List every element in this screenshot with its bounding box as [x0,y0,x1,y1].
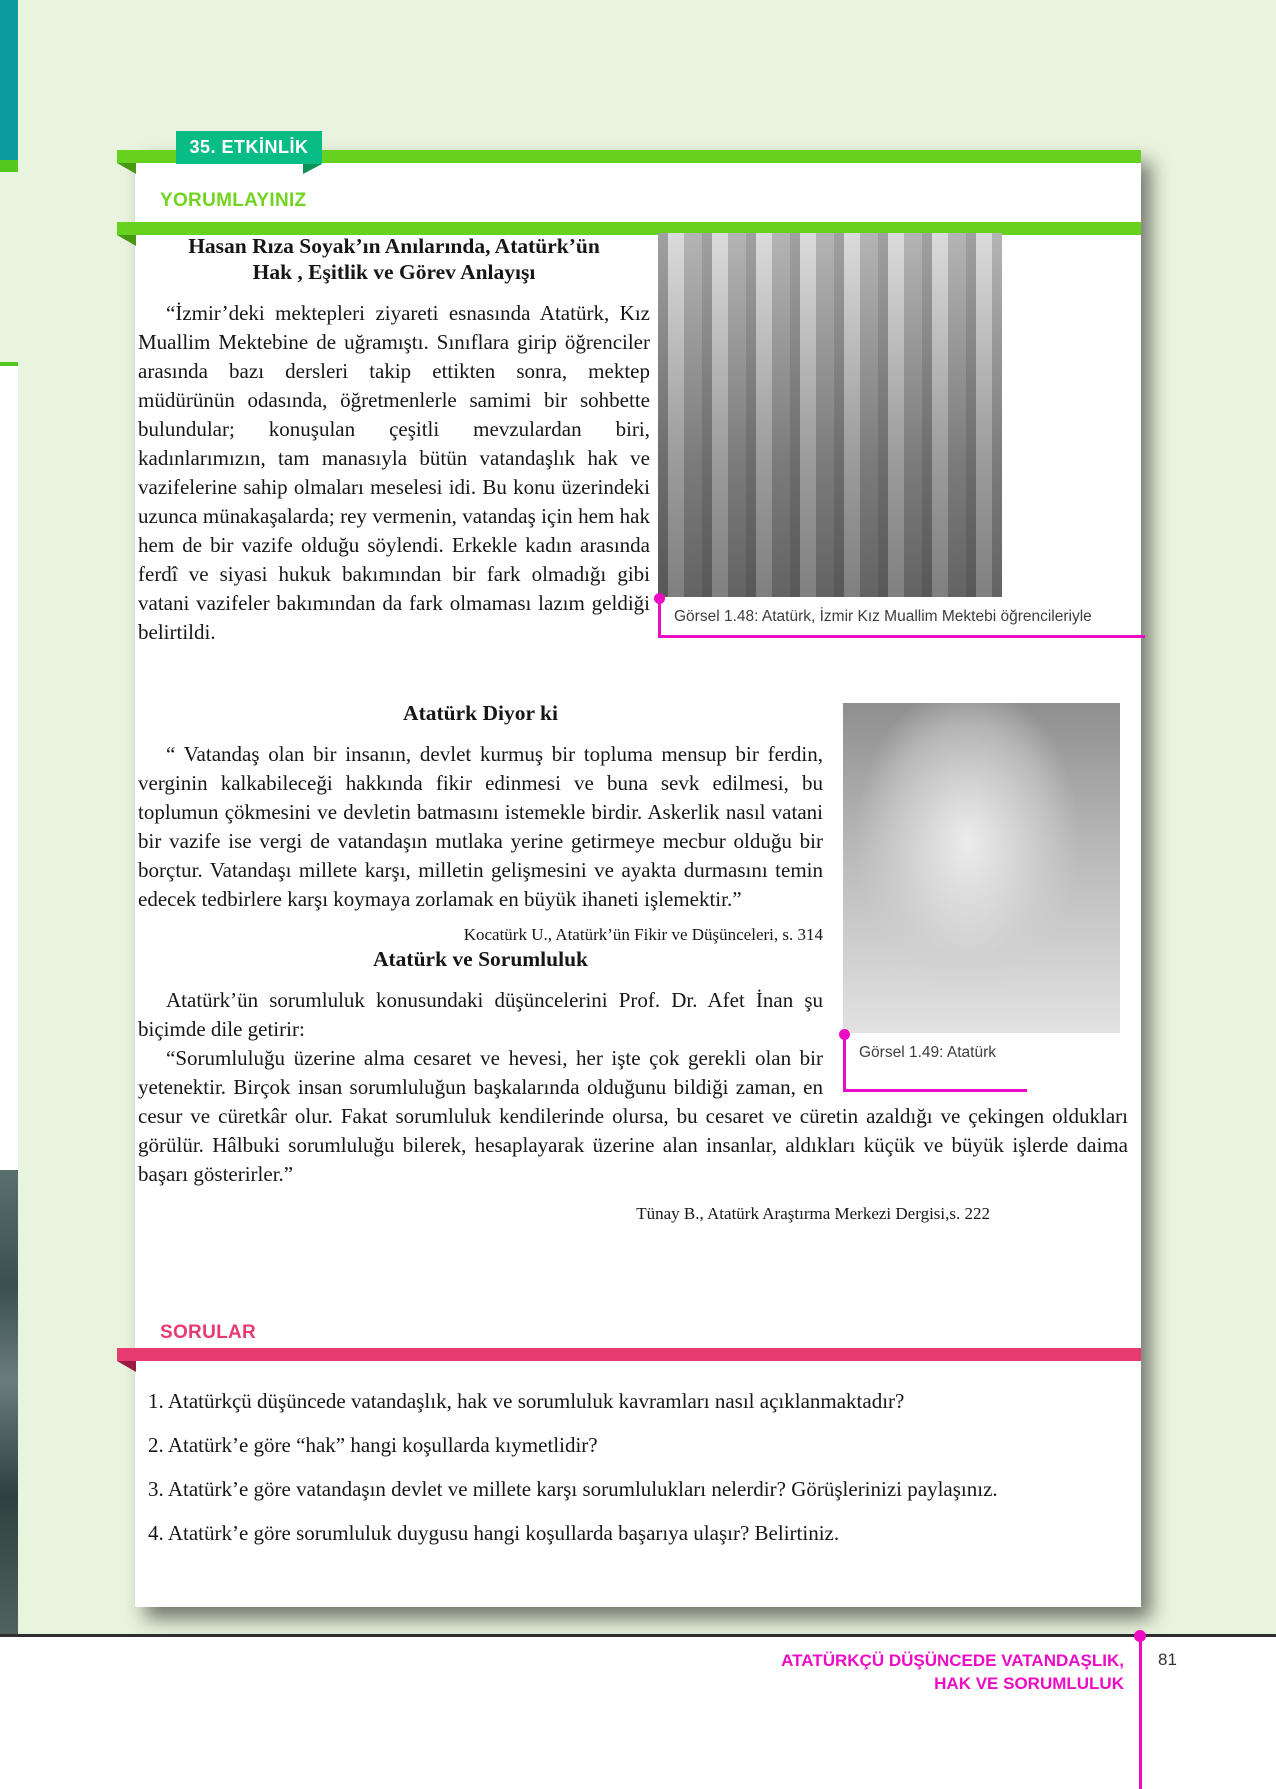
footer [0,1637,1276,1789]
reading-1-body: “İzmir’deki mektepleri ziyareti esnasında Atatürk, Kız Muallim Mektebine de uğramıştı. Sınıflara girip öğrenciler arasında bazı dersleri takip ettikten sonra, mektep müdürünün odasında, öğretmenlerle samimi bir sohbette bulundular; konuşulan çeşitli mevzulardan biri, kadınlarımızın, tam manasıyla bütün vatandaşlık hak ve vazifelerine sahip olmaları meselesi idi. Bu konu üzerindeki uzunca münakaşalarda; rey vermenin, vatandaş için hem hak hem de bir vazife olduğu söylendi. Erkekle kadın arasında ferdî ve siyasi hukuk bakımından bir fark olmadığı gibi vatani vazifeler bakımından da fark olmaması lazım geldiği belirtildi. [138,301,650,644]
figure-caption-1: Görsel 1.48: Atatürk, İzmir Kız Muallim Mektebi öğrencileriyle [658,597,1145,638]
footer-chapter-line1: ATATÜRKÇÜ DÜŞÜNCEDE VATANDAŞLIK, [781,1651,1124,1670]
page-edge-white-strip [0,366,18,1170]
page-edge-teal-bar [0,0,18,160]
page-edge-green-bar [0,160,18,172]
reading-1-title-line2: Hak , Eşitlik ve Görev Anlayışı [252,260,536,284]
portrait-photo-placeholder [843,703,1120,1033]
footer-line-dot [1134,1630,1146,1642]
page-number: 81 [1158,1650,1177,1669]
classroom-photo-placeholder [658,233,1002,597]
page-edge-photo-fragment [0,1170,18,1636]
reading-1-title-line1: Hasan Rıza Soyak’ın Anılarında, Atatürk’ün [188,234,600,258]
questions-header: SORULAR [160,1322,257,1343]
reading-section-1 [138,233,1128,647]
reading-3-source: Tünay B., Atatürk Araştırma Merkezi Dergisi,s. 222 [636,1204,990,1223]
activity-number-badge: 35. ETKİNLİK [176,131,322,164]
reading-3-intro: Atatürk’ün sorumluluk konusundaki düşüncelerini Prof. Dr. Afet İnan şu biçimde dile getirir: [138,988,823,1041]
questions-header-fold [117,1361,136,1372]
footer-chapter-line2: HAK VE SORUMLULUK [934,1674,1124,1693]
activity-ribbon-fold [117,163,136,174]
footer-chapter-title [781,1649,1124,1695]
interpret-header-fold [117,235,136,246]
reading-section-2 [138,700,1128,1225]
figure-portrait-photo [843,703,1128,1092]
question-item-4: 4. Atatürk’e göre sorumluluk duygusu hangi koşullarda başarıya ulaşır? Belirtiniz. [148,1521,840,1545]
reading-2-body: “ Vatandaş olan bir insanın, devlet kurmuş bir topluma mensup bir ferdin, verginin kalkabileceği hakkında fikir edinmesi ve buna sevk edilmesi, bu toplumun çökmesini ve devletin batmasını istemekle birdir. Askerlik nasıl vatani bir vazife ise vergi de vatandaşın mutlaka yerine getirmeye mecbur olduğu bir borçtur. Vatandaşı millete karşı, milletin gelişmesini ve ayakta durmasını temin edecek tedbirlere karşı koymaya zorlamak en büyük ihaneti işlemektir.” [138,742,823,911]
questions-list [148,1386,1114,1562]
question-item-1: 1. Atatürkçü düşüncede vatandaşlık, hak ve sorumluluk kavramları nasıl açıklanmaktadır? [148,1389,905,1413]
interpret-header: YORUMLAYINIZ [160,190,307,211]
figure-classroom-photo [658,233,1128,638]
reading-3-title: Atatürk ve Sorumluluk [372,947,589,971]
footer-vertical-line [1139,1634,1142,1789]
figure-caption-2: Görsel 1.49: Atatürk [843,1033,1128,1092]
reading-2-title: Atatürk Diyor ki [403,701,558,725]
question-item-3: 3. Atatürk’e göre vatandaşın devlet ve millete karşı sorumlulukları nelerdir? Görüşlerinizi paylaşınız. [148,1477,998,1501]
reading-3-body: “Sorumluluğu üzerine alma cesaret ve hevesi, her işte çok gerekli olan bir yetenektir. Birçok insan sorumluluğun başkalarında olduğunu bildiği zaman, en cesur ve cüretkâr olur. Fakat sorumluluk kendilerinde olursa, bu cesaret ve cüretin azaldığı ve çekingen oldukları görülür. Hâlbuki sorumluluğu bilerek, hesaplayarak üzerine alan insanlar, aldıkları küçük ve büyük işlerde daima başarı gösterirler.” [138,1046,1128,1186]
reading-2-source: Kocatürk U., Atatürk’ün Fikir ve Düşünceleri, s. 314 [463,925,823,944]
questions-header-bar [117,1348,1141,1361]
question-item-2: 2. Atatürk’e göre “hak” hangi koşullarda kıymetlidir? [148,1433,598,1457]
